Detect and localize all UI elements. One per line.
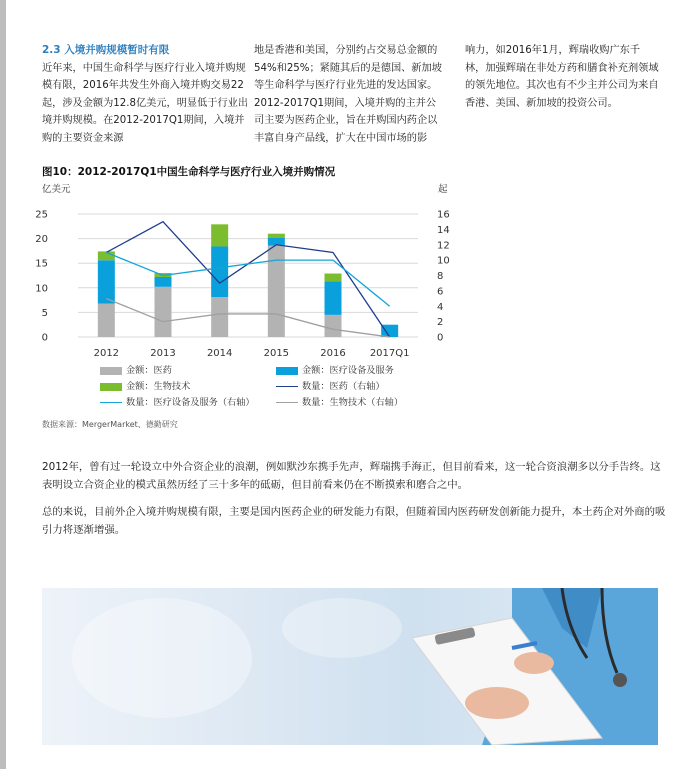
- bar: [211, 297, 228, 337]
- text-column-3: 响力，如2016年1月，辉瑞收购广东千林，加强辉瑞在非处方药和膳食补充剂领域的领先地位。其次也有不少主并公司为来自香港、美国、新加坡的投资公司。: [465, 45, 659, 109]
- figure-title: 图10：2012-2017Q1中国生命科学与医疗行业入境并购情况: [42, 166, 336, 178]
- legend-label: 数量：医疗设备及服务（右轴）: [126, 397, 255, 408]
- legend-swatch: [100, 383, 122, 391]
- y-left-tick-label: 15: [35, 258, 48, 270]
- bar: [211, 224, 228, 246]
- series-line: [106, 252, 389, 306]
- legend-item: [276, 364, 394, 378]
- figure-source: 数据来源：MergerMarket、德勤研究: [42, 420, 178, 429]
- bar: [325, 274, 342, 282]
- x-tick-label: 2017Q1: [369, 348, 410, 359]
- section-text-1: 近年来，中国生命科学与医疗行业入境并购规模有限，2016年共发生外商入境并购交易22起，涉及金额为12.8亿美元，明显低于行业出境并购规模。在2012-2017Q1期间，入境并购的主要资金来源: [42, 62, 249, 144]
- text-column-2: 地是香港和美国，分别约占交易总金额的54%和25%；紧随其后的是德国、新加坡等生命科学与医疗行业先进的发达国家。2012-2017Q1期间，入境并购的主并公司主要为医药企业，旨在并购国内药企以丰富自身产品线，扩大在中国市场的影: [254, 45, 442, 144]
- legend-item: [276, 380, 385, 394]
- y-right-tick-label: 0: [437, 332, 444, 344]
- bar: [325, 281, 342, 314]
- legend-swatch: [276, 367, 298, 375]
- y-left-tick-label: 5: [41, 307, 48, 319]
- y-left-tick-label: 25: [35, 209, 48, 221]
- y-right-axis-label: 起: [438, 184, 448, 195]
- section-title: 2.3 入境并购规模暂时有限: [42, 44, 170, 56]
- x-tick-label: 2015: [263, 348, 290, 359]
- chart: [0, 178, 696, 364]
- y-right-tick-label: 6: [437, 286, 444, 298]
- y-right-tick-label: 8: [437, 271, 444, 282]
- page-edge-bar: [0, 0, 6, 769]
- bar: [155, 277, 172, 287]
- body-paragraph-2: 总的来说，目前外企入境并购规模有限，主要是国内医药企业的研发能力有限，但随着国内医药研发创新能力提升，本土药企对外商的吸引力将逐渐增强。: [42, 506, 666, 536]
- y-right-tick-label: 12: [437, 240, 450, 252]
- y-left-tick-label: 0: [41, 332, 48, 344]
- bar: [381, 325, 398, 337]
- legend-label: 金额：医疗设备及服务: [302, 365, 394, 376]
- x-tick-label: 2016: [320, 348, 346, 359]
- y-left-tick-label: 20: [35, 234, 48, 246]
- bar: [211, 246, 228, 297]
- bar: [98, 260, 115, 303]
- bar: [325, 315, 342, 337]
- x-tick-label: 2014: [206, 348, 233, 359]
- legend-swatch: [100, 367, 122, 375]
- y-left-axis-label: 亿美元: [42, 184, 71, 195]
- bar: [268, 245, 285, 337]
- y-right-tick-label: 14: [437, 224, 450, 236]
- y-left-tick-label: 10: [35, 283, 48, 295]
- bar: [98, 304, 115, 337]
- y-right-tick-label: 2: [437, 317, 444, 329]
- y-right-tick-label: 4: [437, 301, 444, 313]
- legend-label: 金额：医药: [126, 365, 172, 376]
- legend-item: [100, 364, 172, 378]
- bar: [155, 287, 172, 337]
- doctor-illustration: [42, 588, 658, 745]
- bar: [268, 234, 285, 238]
- x-tick-label: 2012: [93, 348, 120, 359]
- legend-line: [100, 402, 122, 403]
- legend-item: [100, 396, 255, 410]
- y-right-tick-label: 10: [437, 255, 450, 267]
- legend-label: 数量：生物技术（右轴）: [302, 397, 404, 408]
- series-line: [106, 299, 389, 337]
- legend-line: [276, 386, 298, 387]
- y-right-tick-label: 16: [437, 209, 450, 221]
- legend-item: [100, 380, 190, 394]
- doctor-photo: [42, 588, 658, 745]
- text-column-1: [42, 42, 250, 147]
- body-paragraph-1: 2012年，曾有过一轮设立中外合资企业的浪潮，例如默沙东携手先声，辉瑞携手海正，但目前看来，这一轮合资浪潮多以分手告终。这表明设立合资企业的模式虽然历经了三十多年的砥砺，但目前看来仍在不断摸索和磨合之中。: [42, 461, 661, 491]
- legend-label: 金额：生物技术: [126, 381, 191, 392]
- legend-item: [276, 396, 403, 410]
- legend-line: [276, 402, 298, 403]
- legend-label: 数量：医药（右轴）: [302, 381, 385, 392]
- x-tick-label: 2013: [150, 348, 176, 359]
